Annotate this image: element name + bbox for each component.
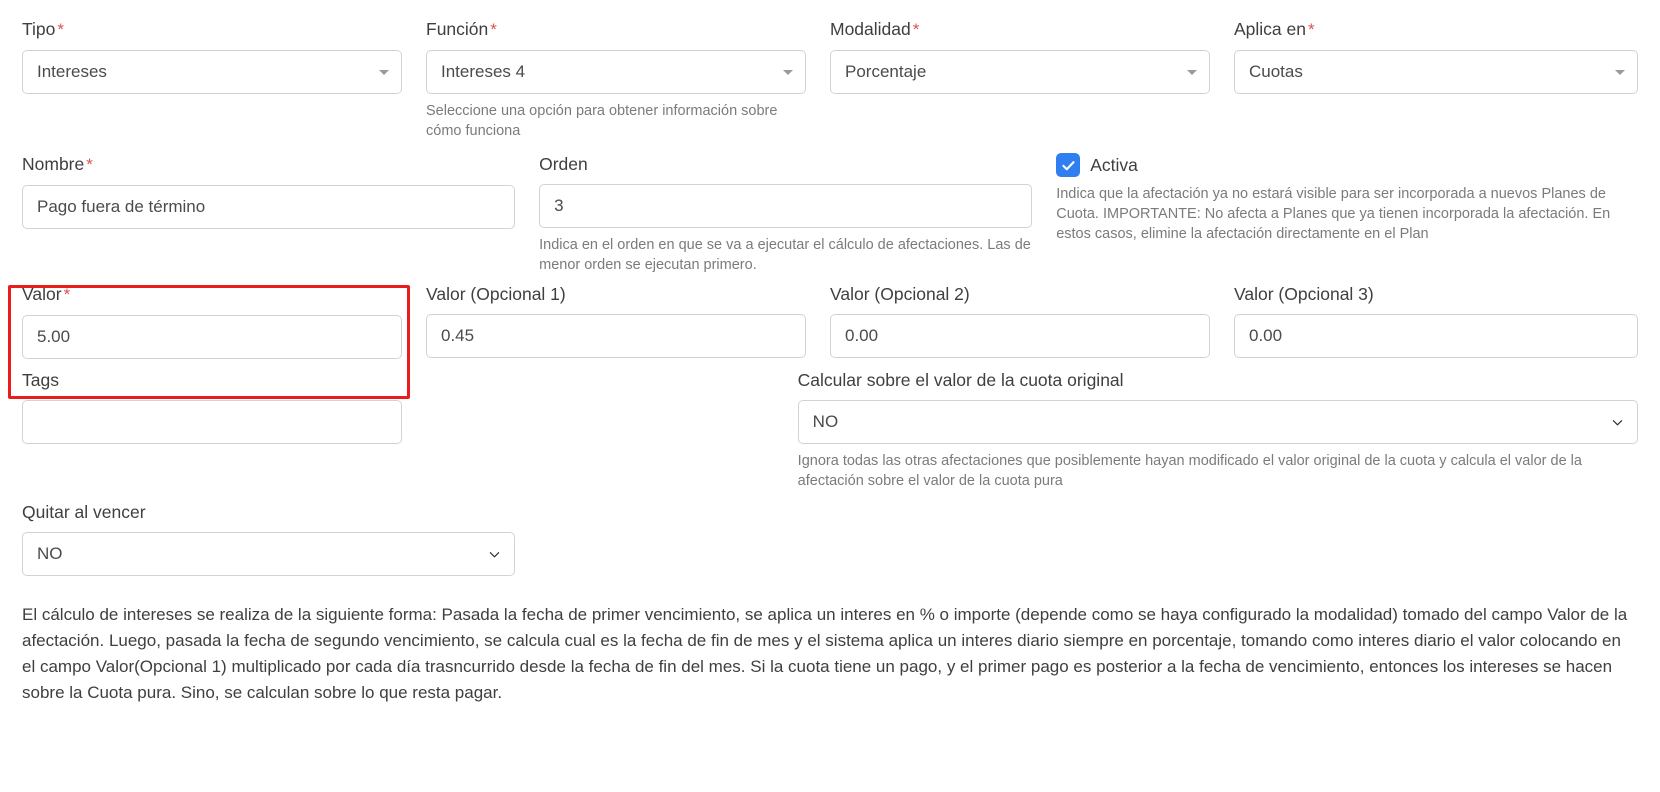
select-funcion[interactable]	[426, 50, 806, 94]
checkbox-activa-label: Activa	[1090, 154, 1138, 175]
label-tags	[22, 369, 402, 391]
input-valor-opcional-1-value: 0.45	[441, 326, 475, 345]
label-aplica-en-text: Aplica en	[1234, 19, 1306, 39]
required-asterisk: *	[57, 20, 65, 39]
input-valor-opcional-1[interactable]	[426, 314, 806, 358]
chevron-down-icon	[1612, 417, 1623, 428]
label-valor-opcional-1-text: Valor (Opcional 1)	[426, 284, 566, 304]
field-funcion	[426, 18, 830, 141]
form-row-tipo-funcion	[22, 18, 1638, 141]
label-valor-opcional-3-text: Valor (Opcional 3)	[1234, 284, 1374, 304]
field-valor-opcional-3	[1234, 283, 1638, 359]
label-tipo	[22, 18, 402, 41]
form-row-tags-calcular	[22, 369, 1638, 491]
check-icon	[1056, 153, 1080, 177]
label-orden	[539, 153, 1032, 175]
label-valor	[22, 283, 402, 306]
select-funcion-value: Intereses 4	[441, 62, 526, 81]
field-modalidad	[830, 18, 1234, 141]
select-aplica-en-value: Cuotas	[1249, 62, 1303, 81]
field-calcular-original	[798, 369, 1638, 491]
input-valor-opcional-3[interactable]	[1234, 314, 1638, 358]
field-activa	[1056, 153, 1638, 275]
label-funcion	[426, 18, 806, 41]
label-quitar-al-vencer-text: Quitar al vencer	[22, 502, 146, 522]
label-modalidad	[830, 18, 1210, 41]
field-tags	[22, 369, 426, 491]
label-valor-text: Valor	[22, 284, 62, 304]
required-asterisk: *	[86, 155, 93, 174]
input-valor-value: 5.00	[37, 327, 71, 346]
label-nombre-text: Nombre	[22, 154, 85, 174]
field-aplica-en	[1234, 18, 1638, 141]
select-aplica-en[interactable]	[1234, 50, 1638, 94]
form-row-valores	[22, 283, 1638, 359]
label-valor-opcional-3	[1234, 283, 1638, 305]
label-valor-opcional-2	[830, 283, 1210, 305]
select-tipo[interactable]	[22, 50, 402, 94]
input-valor-opcional-3-value: 0.00	[1249, 326, 1283, 345]
select-modalidad[interactable]	[830, 50, 1210, 94]
chevron-down-icon	[1187, 70, 1197, 75]
field-tipo	[22, 18, 426, 141]
input-valor[interactable]	[22, 315, 402, 359]
input-valor-opcional-2[interactable]	[830, 314, 1210, 358]
chevron-down-icon	[489, 549, 500, 560]
select-tipo-value: Intereses	[37, 62, 107, 81]
select-calcular-original[interactable]	[798, 400, 1638, 444]
label-calcular-original-text: Calcular sobre el valor de la cuota original	[797, 370, 1124, 390]
spacer	[426, 369, 798, 491]
checkbox-activa[interactable]	[1056, 153, 1638, 177]
input-nombre-value: Pago fuera de término	[37, 197, 206, 216]
field-nombre	[22, 153, 539, 275]
label-nombre	[22, 153, 515, 176]
label-orden-text: Orden	[539, 154, 588, 174]
required-asterisk: *	[490, 20, 497, 39]
select-calcular-original-value: NO	[812, 412, 839, 431]
input-nombre[interactable]	[22, 185, 515, 229]
field-quitar-al-vencer	[22, 501, 539, 576]
hint-calcular-original: Ignora todas las otras afectaciones que posiblemente hayan modificado el valor original de la cuota y calcula el valor de la afectación sobre el valor de la cuota pura	[797, 453, 1582, 489]
field-orden	[539, 153, 1056, 275]
label-valor-opcional-2-text: Valor (Opcional 2)	[830, 284, 970, 304]
form-row-quitar-al-vencer	[22, 501, 1638, 576]
label-valor-opcional-1	[426, 283, 806, 305]
input-orden-value: 3	[554, 196, 564, 215]
footer-note: El cálculo de intereses se realiza de la siguiente forma: Pasada la fecha de primer vencimiento, se aplica un interes en % o importe (depende como se haya configurado la modalidad) tomado del campo Valor de la afectación. Luego, pasada la fecha de segundo vencimiento, se calcula cual es la fecha de fin de mes y el sistema aplica un interes diario siempre en porcentaje, tomando como interes diario el valor colocando en el campo Valor(Opcional 1) multiplicado por cada día trasncurrido desde la fecha de fin del mes. Si la cuota tiene un pago, y el primer pago es posterior a la fecha de vencimiento, entonces los intereses se hacen sobre la Cuota pura. Sino, se calculan sobre lo que resta pagar.	[22, 605, 1628, 702]
field-valor-opcional-1	[426, 283, 830, 359]
hint-activa: Indica que la afectación ya no estará visible para ser incorporada a nuevos Planes de Cuota. IMPORTANTE: No afecta a Planes que ya tienen incorporada la afectación. En estos casos, elimine la afectación directamente en el Plan	[1056, 186, 1611, 242]
field-valor-opcional-2	[830, 283, 1234, 359]
required-asterisk: *	[1308, 20, 1315, 39]
hint-funcion: Seleccione una opción para obtener información sobre cómo funciona	[426, 103, 778, 139]
chevron-down-icon	[783, 70, 793, 75]
form-row-nombre-orden-activa	[22, 153, 1638, 275]
select-modalidad-value: Porcentaje	[845, 62, 927, 81]
chevron-down-icon	[1615, 70, 1625, 75]
input-valor-opcional-2-value: 0.00	[845, 326, 879, 345]
label-modalidad-text: Modalidad	[830, 19, 911, 39]
label-tags-text: Tags	[22, 370, 59, 390]
required-asterisk: *	[912, 20, 920, 39]
required-asterisk: *	[63, 285, 71, 304]
label-calcular-original	[798, 369, 1638, 391]
label-tipo-text: Tipo	[22, 19, 56, 39]
label-quitar-al-vencer	[22, 501, 515, 523]
field-valor	[22, 283, 426, 359]
input-orden[interactable]	[539, 184, 1032, 228]
select-quitar-al-vencer[interactable]	[22, 532, 515, 576]
input-tags[interactable]	[22, 400, 402, 444]
label-funcion-text: Función	[426, 19, 489, 39]
select-quitar-al-vencer-value: NO	[37, 544, 63, 563]
hint-orden: Indica en el orden en que se va a ejecutar el cálculo de afectaciones. Las de menor orden se ejecutan primero.	[539, 237, 1031, 273]
label-aplica-en	[1234, 18, 1638, 41]
chevron-down-icon	[379, 70, 389, 75]
